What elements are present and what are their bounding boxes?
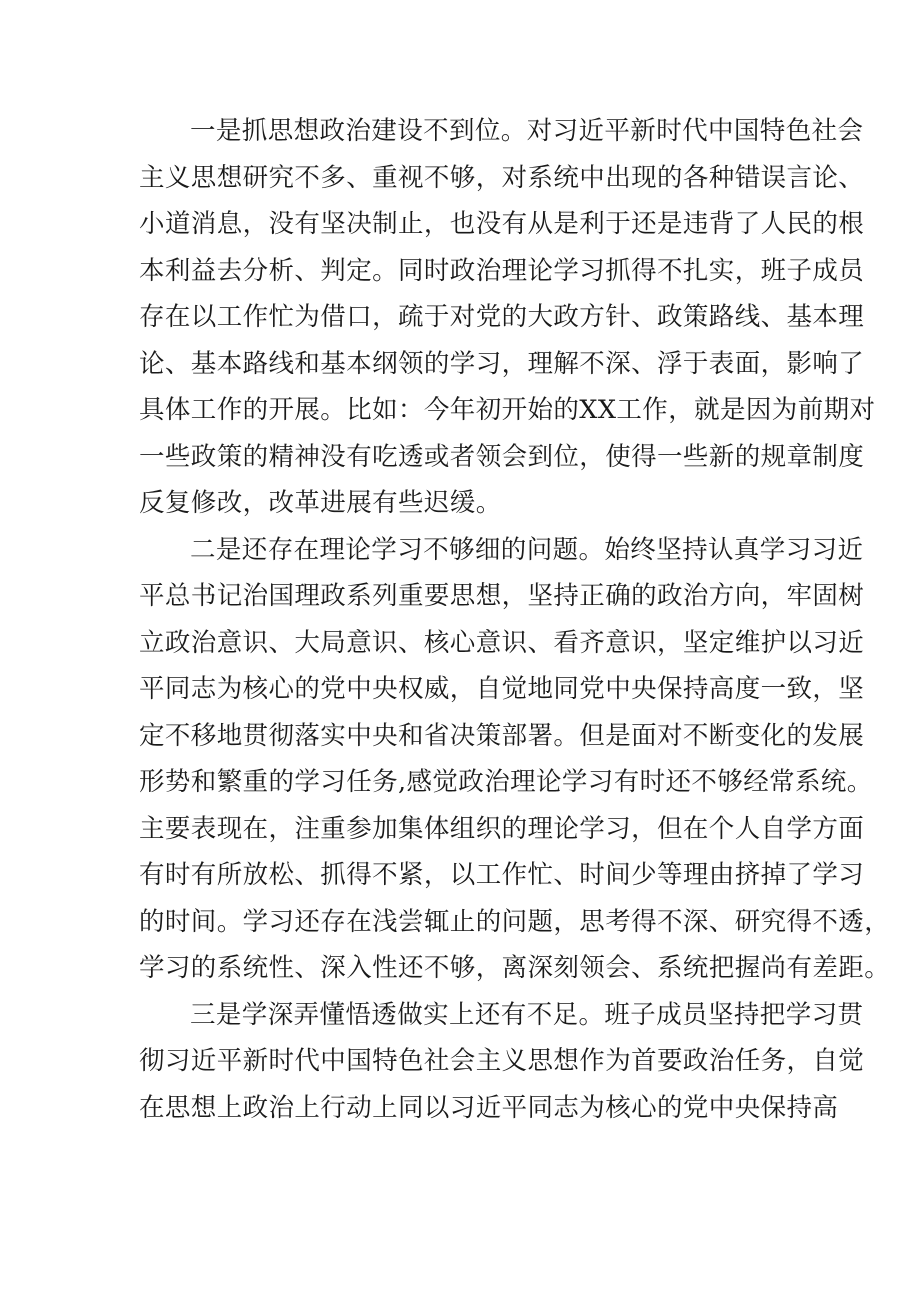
text-line: 小道消息，没有坚决制止，也没有从是利于还是违背了人民的根 xyxy=(139,209,865,239)
text-line: 存在以工作忙为借口，疏于对党的大政方针、政策路线、基本理 xyxy=(139,302,865,332)
text-line: 具体工作的开展。比如：今年初开始的XX工作，就是因为前期对 xyxy=(139,395,876,425)
text-line: 平同志为核心的党中央权威，自觉地同党中央保持高度一致，坚 xyxy=(139,674,865,704)
text-line: 主要表现在，注重参加集体组织的理论学习，但在个人自学方面 xyxy=(139,813,865,844)
text-line: 有时有所放松、抓得不紧，以工作忙、时间少等理由挤掉了学习 xyxy=(139,860,865,890)
text-line: 论、基本路线和基本纲领的学习，理解不深、浮于表面，影响了 xyxy=(139,348,865,379)
paragraph-3 xyxy=(139,992,865,1132)
text-line: 学习的系统性、深入性还不够，离深刻领会、系统把握尚有差距。 xyxy=(139,953,891,983)
text-line: 在思想上政治上行动上同以习近平同志为核心的党中央保持高 xyxy=(139,1092,839,1123)
text-line: 本利益去分析、判定。同时政治理论学习抓得不扎实，班子成员 xyxy=(139,255,865,286)
text-line: 一些政策的精神没有吃透或者领会到位，使得一些新的规章制度 xyxy=(139,441,865,472)
text-line: 立政治意识、大局意识、核心意识、看齐意识，坚定维护以习近 xyxy=(139,627,865,658)
text-line: 形势和繁重的学习任务,感觉政治理论学习有时还不够经常系统。 xyxy=(139,767,873,797)
document-body xyxy=(139,108,891,1131)
text-line: 一是抓思想政治建设不到位。对习近平新时代中国特色社会 xyxy=(190,116,864,146)
text-line: 二是还存在理论学习不够细的问题。始终坚持认真学习习近 xyxy=(190,534,864,565)
text-line: 彻习近平新时代中国特色社会主义思想作为首要政治任务，自觉 xyxy=(139,1046,865,1076)
text-line: 平总书记治国理政系列重要思想，坚持正确的政治方向，牢固树 xyxy=(139,581,865,611)
paragraph-1 xyxy=(139,108,876,527)
text-line: 三是学深弄懂悟透做实上还有不足。班子成员坚持把学习贯 xyxy=(190,999,864,1030)
text-line: 反复修改，改革进展有些迟缓。 xyxy=(139,488,502,518)
text-line: 定不移地贯彻落实中央和省决策部署。但是面对不断变化的发展 xyxy=(139,720,865,751)
text-line: 主义思想研究不多、重视不够，对系统中出现的各种错误言论、 xyxy=(139,162,865,193)
text-line: 的时间。学习还存在浅尝辄止的问题，思考得不深、研究得不透， xyxy=(139,906,891,937)
paragraph-2 xyxy=(139,527,891,992)
